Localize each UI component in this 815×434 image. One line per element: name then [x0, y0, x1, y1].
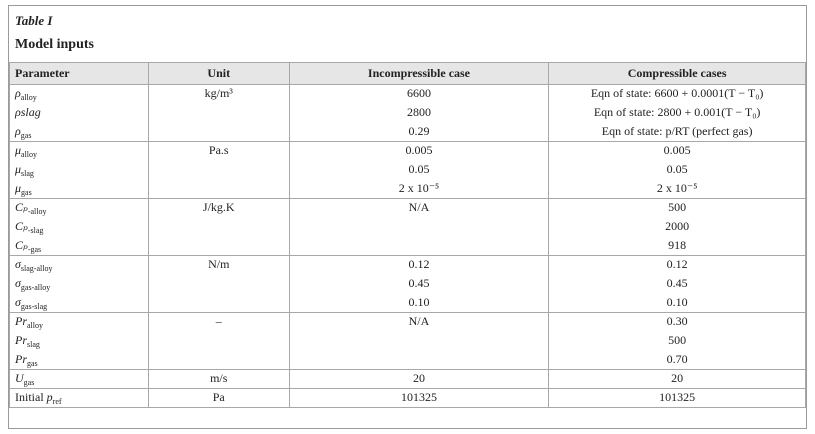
parameter-symbol: Cₚ [15, 218, 28, 233]
parameter-subscript: slag [27, 339, 40, 349]
parameter-cell [10, 370, 149, 389]
parameter-subscript: slag [21, 168, 34, 178]
parameter-cell [10, 275, 149, 294]
parameter-subscript: -slag [27, 225, 44, 235]
parameter-subscript: alloy [21, 150, 38, 159]
parameter-symbol: σ [15, 257, 21, 271]
parameter-cell [10, 85, 149, 104]
parameter-subscript: ref [52, 397, 62, 406]
incompressible-value: 0.10 [289, 294, 549, 313]
table-title: Model inputs [15, 37, 94, 52]
unit-cell: N/m [148, 256, 289, 313]
parameter-subscript: gas [23, 378, 35, 387]
table-label: Table I [15, 13, 53, 28]
parameter-cell [10, 104, 149, 123]
table-row [10, 104, 806, 123]
parameter-subscript: gas [20, 130, 32, 140]
parameter-symbol: U [15, 371, 24, 385]
parameter-subscript: -alloy [27, 207, 47, 216]
incompressible-value: 0.29 [289, 123, 549, 142]
table-row [10, 389, 806, 408]
compressible-value: 0.10 [549, 294, 806, 313]
compressible-value: 500 [549, 332, 806, 351]
table-row [10, 351, 806, 370]
table-row [10, 218, 806, 237]
table-body [10, 85, 806, 408]
incompressible-value [289, 218, 549, 237]
compressible-value: 918 [549, 237, 806, 256]
table-row [10, 161, 806, 180]
parameter-symbol: σ [15, 275, 21, 290]
table-row [10, 370, 806, 389]
incompressible-value: N/A [289, 313, 549, 332]
parameter-subscript: alloy [27, 321, 43, 330]
unit-cell: Pa.s [148, 142, 289, 199]
parameter-cell [10, 123, 149, 142]
compressible-value: 2 x 10⁻⁵ [549, 180, 806, 199]
parameter-cell [10, 199, 149, 218]
parameter-cell [10, 180, 149, 199]
compressible-value: 0.12 [549, 256, 806, 275]
parameter-cell [10, 161, 149, 180]
table-row [10, 275, 806, 294]
compressible-value: 500 [549, 199, 806, 218]
header-incompressible: Incompressible case [289, 63, 549, 85]
compressible-value: 0.005 [549, 142, 806, 161]
unit-cell: Pa [148, 389, 289, 408]
parameter-cell [10, 218, 149, 237]
parameter-cell [10, 332, 149, 351]
parameter-cell [10, 389, 149, 408]
parameter-symbol: μ [15, 180, 22, 195]
compressible-value: 0.45 [549, 275, 806, 294]
incompressible-value: 20 [289, 370, 549, 389]
parameter-subscript: alloy [20, 93, 37, 102]
parameter-symbol: p [46, 390, 53, 404]
parameter-subscript: gas-alloy [20, 282, 51, 292]
header-parameter: Parameter [10, 63, 149, 85]
model-inputs-table [9, 62, 806, 408]
compressible-value: 0.30 [549, 313, 806, 332]
parameter-symbol: Pr [15, 351, 27, 366]
table-row [10, 237, 806, 256]
incompressible-value: 0.005 [289, 142, 549, 161]
parameter-symbol: μ [15, 143, 22, 157]
unit-cell: kg/m³ [148, 85, 289, 142]
parameter-cell [10, 142, 149, 161]
parameter-symbol: ρ [15, 86, 21, 100]
parameter-subscript: gas-slag [20, 301, 48, 311]
table-row [10, 332, 806, 351]
table-row [10, 85, 806, 104]
parameter-symbol: ρ [15, 123, 21, 138]
header-compressible: Compressible cases [549, 63, 806, 85]
parameter-symbol: σ [15, 294, 21, 309]
incompressible-value: 0.12 [289, 256, 549, 275]
compressible-value: 0.05 [549, 161, 806, 180]
incompressible-value: 0.45 [289, 275, 549, 294]
unit-cell: – [148, 313, 289, 370]
parameter-symbol: Pr [15, 314, 27, 328]
header-unit: Unit [148, 63, 289, 85]
incompressible-value: 2800 [289, 104, 549, 123]
table-row [10, 123, 806, 142]
incompressible-value: N/A [289, 199, 549, 218]
compressible-value: Eqn of state: p/RT (perfect gas) [549, 123, 806, 142]
parameter-prefix: Initial [15, 390, 47, 404]
parameter-subscript: slag-alloy [20, 264, 53, 273]
table-frame [8, 5, 807, 429]
parameter-symbol: Cₚ [15, 237, 28, 252]
table-row [10, 313, 806, 332]
compressible-value: 2000 [549, 218, 806, 237]
compressible-value: 20 [549, 370, 806, 389]
compressible-value: 101325 [549, 389, 806, 408]
parameter-symbol: Cₚ [15, 200, 28, 214]
table-row [10, 142, 806, 161]
parameter-subscript: -gas [27, 244, 42, 254]
compressible-value: 0.70 [549, 351, 806, 370]
unit-cell: m/s [148, 370, 289, 389]
incompressible-value: 0.05 [289, 161, 549, 180]
parameter-cell [10, 313, 149, 332]
incompressible-value [289, 351, 549, 370]
parameter-subscript: gas [27, 358, 38, 368]
parameter-subscript: gas [21, 187, 32, 197]
parameter-cell [10, 351, 149, 370]
table-row [10, 256, 806, 275]
incompressible-value: 2 x 10⁻⁵ [289, 180, 549, 199]
table-row [10, 294, 806, 313]
parameter-symbol: μ [15, 161, 22, 176]
parameter-cell [10, 256, 149, 275]
parameter-symbol: ρslag [15, 104, 41, 119]
incompressible-value [289, 237, 549, 256]
compressible-value: Eqn of state: 2800 + 0.001(T − T₀) [549, 104, 806, 123]
table-row [10, 180, 806, 199]
incompressible-value: 101325 [289, 389, 549, 408]
table-row [10, 199, 806, 218]
parameter-symbol: Pr [15, 332, 27, 347]
header-row [10, 63, 806, 85]
unit-cell: J/kg.K [148, 199, 289, 256]
parameter-cell [10, 237, 149, 256]
incompressible-value: 6600 [289, 85, 549, 104]
parameter-cell [10, 294, 149, 313]
incompressible-value [289, 332, 549, 351]
compressible-value: Eqn of state: 6600 + 0.0001(T − T₀) [549, 85, 806, 104]
